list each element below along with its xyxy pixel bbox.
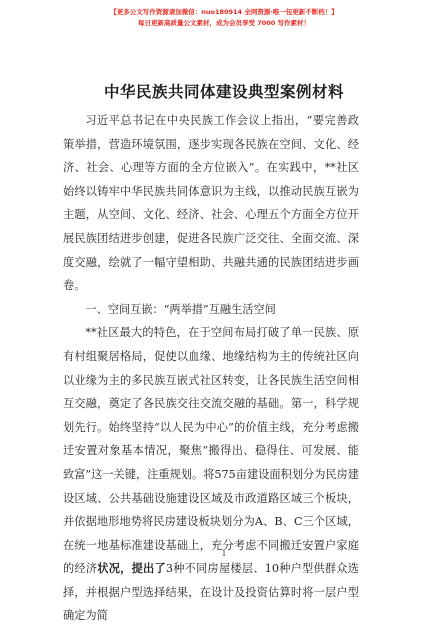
section-1-continuation: 3种不同房屋楼层、10种户型供群众选择，并根据户型选择结果，在设计及投资估算时将一层户型确定为简 <box>63 562 359 623</box>
page-number: 1 <box>221 549 227 558</box>
promo-banner-line-2: 每日更新高质量公文素材，成为会员享受 7000 写作素材！ <box>137 19 311 27</box>
section-1-paragraph <box>63 321 359 628</box>
section-1-text: **社区最大的特色，在于空间布局打破了单一民族、原有村组聚居格局，促使以血缘、地缘结构为主的传统社区向以业缘为主的多民族互嵌式社区转变，让各民族生活空间相互交融，奠定了各民族交往交流交融的基础。第一，科学规划先行。始终坚持“以人民为中心”的价值主线，充分考虑搬迁安置对象基本情况，聚焦“搬得出、稳得住、可发展、能致富”这一关键，注重规划。将575亩建设面积划分为民房建设区域、公共基础设施建设区域及市政道路区域三个板块，并依据地形地势将民房建设板块划分为A、B、C三个区域，在统一地基标准建设基础上，充分考虑不同搬迁安置户家庭的经济 <box>63 326 359 576</box>
intro-paragraph: 习近平总书记在中央民族工作会议上指出，“要完善政策举措，营造环境氛围，逐步实现各民族在空间、文化、经济、社会、心理等方面的全方位嵌入”。在实践中，**社区始终以铸牢中华民族共同体意识为主线，以推动民族互嵌为主题，从空间、文化、经济、社会、心理五个方面全方位开展民族团结进步创建，促进各民族广泛交往、全面交流、深度交融，绘就了一幅守望相助、共融共通的民族团结进步画卷。 <box>63 114 359 293</box>
promo-banner-line-1: 【更多公文写作资源请加微信：nuo180914 全网资源·唯一包更新不断档！】 <box>110 8 338 16</box>
document-title: 中华民族共同体建设典型案例材料 <box>103 83 344 101</box>
section-heading-1: 一、空间互嵌：“两举措”互融生活空间 <box>85 302 276 316</box>
bold-phrase: 状况，提出了 <box>97 561 166 576</box>
